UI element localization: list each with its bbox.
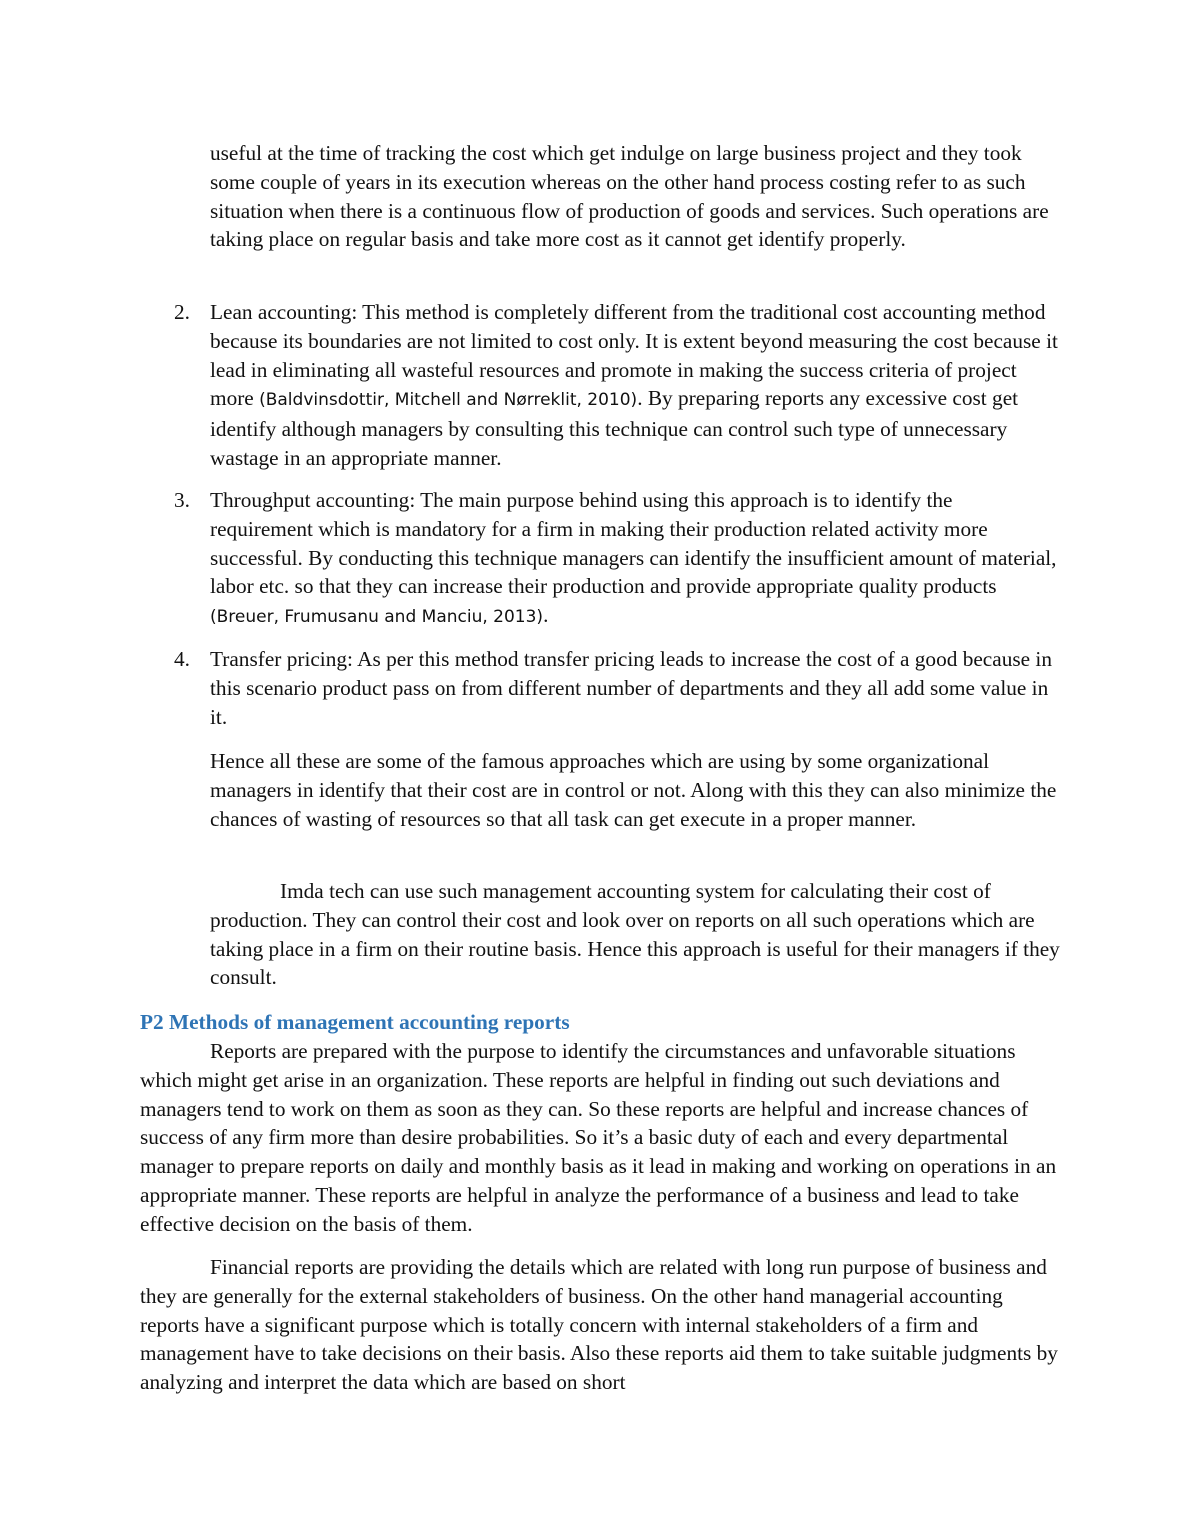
summary-paragraph: Hence all these are some of the famous approaches which are using by some organizational managers in identify that their cost are in control or not. Along with this they can also minimize the chances of wasting of resources so that all task can get execute in a proper manner. xyxy=(210,749,1057,831)
list-item-text-after: . By preparing reports any excessive cost get identify although managers by consulting this technique can control such type of unnecessary wastage in an appropriate manner. xyxy=(210,386,1019,470)
list-item-text xyxy=(210,486,1060,632)
list-item-number: 2. xyxy=(174,300,190,324)
citation: (Breuer, Frumusanu and Manciu, 2013) xyxy=(210,607,544,628)
continued-paragraph: useful at the time of tracking the cost which get indulge on large business project and they took some couple of years in its execution whereas on the other hand process costing refer to as such situation when there is a continuous flow of production of goods and services. Such operations are taking place on regular basis and take more cost as it cannot get identify properly. xyxy=(210,141,1049,252)
list-item-text-before: Throughput accounting: The main purpose behind using this approach is to identify the requirement which is mandatory for a firm in making their production related activity more successful. By conducting this technique managers can identify the insufficient amount of material, labor etc. so that they can increase their production and provide appropriate quality products xyxy=(210,488,1057,599)
list-item-text-before: Transfer pricing: As per this method transfer pricing leads to increase the cost of a good because in this scenario product pass on from different number of departments and they all add some value in it. xyxy=(210,647,1052,729)
section-paragraph-reports: Reports are prepared with the purpose to identify the circumstances and unfavorable situations which might get arise in an organization. These reports are helpful in finding out such deviations and managers tend to work on them as soon as they can. So these reports are helpful and increase chances of success of any firm more than desire probabilities. So it’s a basic duty of each and every departmental manager to prepare reports on daily and monthly basis as it lead in making and working on operations in an appropriate manner. These reports are helpful in analyze the performance of a business and lead to take effective decision on the basis of them. xyxy=(140,1039,1057,1236)
list-item-number: 4. xyxy=(174,647,190,671)
citation: (Baldvinsdottir, Mitchell and Nørreklit, 2010) xyxy=(259,390,638,411)
list-item-text xyxy=(210,298,1060,473)
list-item-number: 3. xyxy=(174,488,190,512)
section-paragraph-financial: Financial reports are providing the details which are related with long run purpose of business and they are generally for the external stakeholders of business. On the other hand managerial accounting reports have a significant purpose which is totally concern with internal stakeholders of a firm and management have to take decisions on their basis. Also these reports aid them to take suitable judgments by analyzing and interpret the data which are based on short xyxy=(140,1255,1058,1395)
list-item-text-before: Lean accounting: This method is completely different from the traditional cost accounting method because its boundaries are not limited to cost only. It is extent beyond measuring the cost because it lead in eliminating all wasteful resources and promote in making the success criteria of project more xyxy=(210,300,1058,411)
list-item-text xyxy=(210,645,1060,733)
imda-paragraph: Imda tech can use such management accounting system for calculating their cost of production. They can control their cost and look over on reports on all such operations which are taking place in a firm on their routine basis. Hence this approach is useful for their managers if they consult. xyxy=(210,879,1060,990)
list-item-text-after: . xyxy=(543,603,549,628)
section-heading: P2 Methods of management accounting reports xyxy=(140,1010,570,1034)
